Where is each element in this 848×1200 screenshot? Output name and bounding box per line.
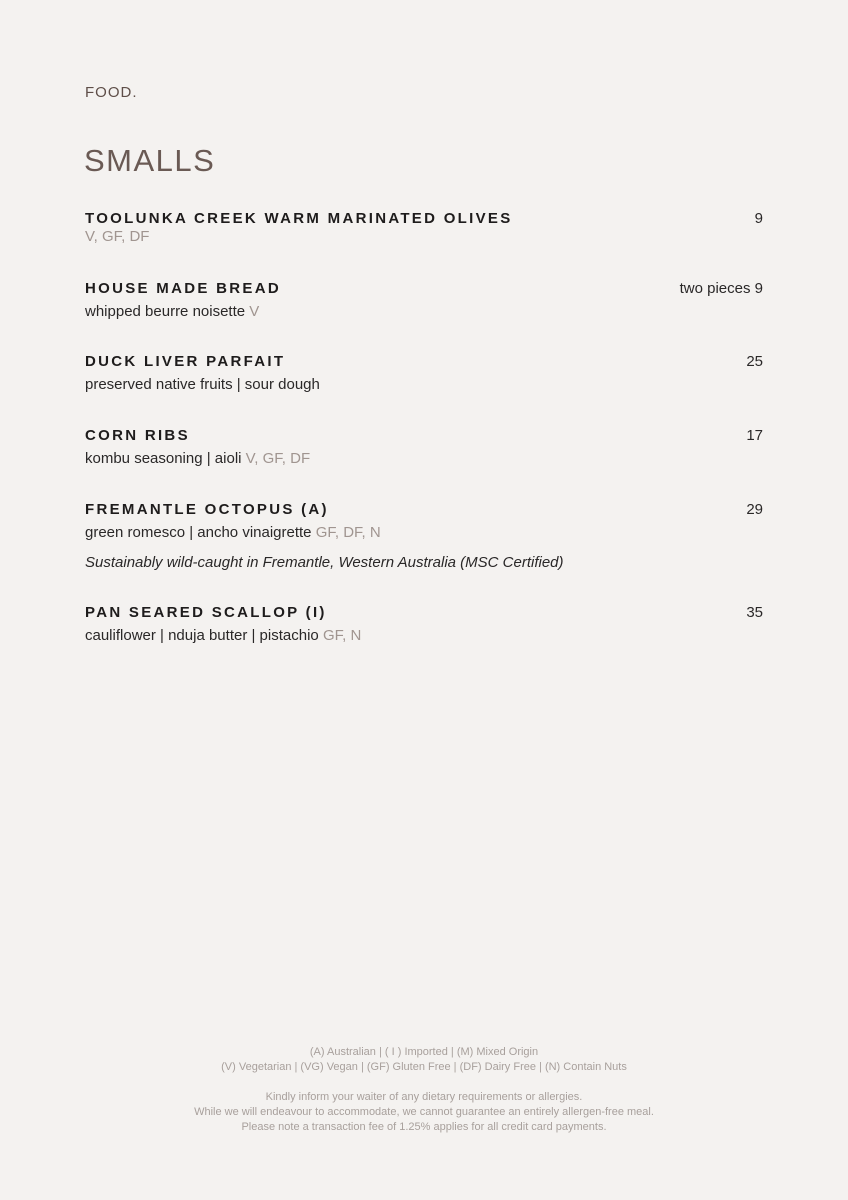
item-description xyxy=(85,626,763,646)
item-price: 25 xyxy=(746,353,763,370)
item-name: CORN RIBS xyxy=(85,427,190,444)
item-price: 29 xyxy=(746,501,763,518)
item-description xyxy=(85,375,763,395)
item-sourcing-note: Sustainably wild-caught in Fremantle, Western Australia (MSC Certified) xyxy=(85,554,564,571)
item-price: 35 xyxy=(746,604,763,621)
allergy-notice xyxy=(0,1090,848,1135)
section-label: FOOD. xyxy=(85,84,138,101)
item-description xyxy=(85,523,763,543)
menu-item-scallop xyxy=(85,603,763,646)
page-title: SMALLS xyxy=(84,143,216,178)
item-dietary-tags: V, GF, DF xyxy=(245,450,311,467)
item-desc-text: green romesco | ancho vinaigrette xyxy=(85,524,312,541)
item-name: DUCK LIVER PARFAIT xyxy=(85,353,286,370)
item-price: two pieces 9 xyxy=(679,280,763,297)
menu-item-octopus xyxy=(85,500,763,573)
notice-line: While we will endeavour to accommodate, we cannot guarantee an entirely allergen-free meal. xyxy=(194,1106,654,1118)
item-price: 9 xyxy=(754,210,763,227)
menu-item-olives xyxy=(85,209,763,247)
notice-line: Please note a transaction fee of 1.25% applies for all credit card payments. xyxy=(241,1121,607,1133)
item-description xyxy=(85,302,763,322)
item-desc-text: kombu seasoning | aioli xyxy=(85,450,242,467)
menu-item-bread xyxy=(85,279,763,322)
item-name: PAN SEARED SCALLOP (I) xyxy=(85,604,327,621)
item-desc-text: preserved native fruits | sour dough xyxy=(85,376,320,393)
item-desc-text: cauliflower | nduja butter | pistachio xyxy=(85,627,319,644)
item-description xyxy=(85,449,763,469)
item-name: TOOLUNKA CREEK WARM MARINATED OLIVES xyxy=(85,210,513,227)
item-price: 17 xyxy=(746,427,763,444)
origin-legend: (A) Australian | ( I ) Imported | (M) Mixed Origin xyxy=(309,1046,539,1058)
item-dietary-tags: GF, DF, N xyxy=(315,524,381,541)
dietary-legend-line: (V) Vegetarian | (VG) Vegan | (GF) Gluten Free | (DF) Dairy Free | (N) Contain Nuts xyxy=(221,1061,627,1073)
item-dietary-tags: V, GF, DF xyxy=(85,228,150,245)
item-dietary-tags: V xyxy=(249,303,260,320)
item-desc-text: whipped beurre noisette xyxy=(85,303,246,320)
dietary-legend xyxy=(0,1045,848,1075)
item-dietary-tags: GF, N xyxy=(322,627,362,644)
menu-item-duck-liver xyxy=(85,352,763,395)
item-name: FREMANTLE OCTOPUS (A) xyxy=(85,501,329,518)
notice-line: Kindly inform your waiter of any dietary requirements or allergies. xyxy=(265,1091,583,1103)
menu-item-corn-ribs xyxy=(85,426,763,469)
item-name: HOUSE MADE BREAD xyxy=(85,280,281,297)
